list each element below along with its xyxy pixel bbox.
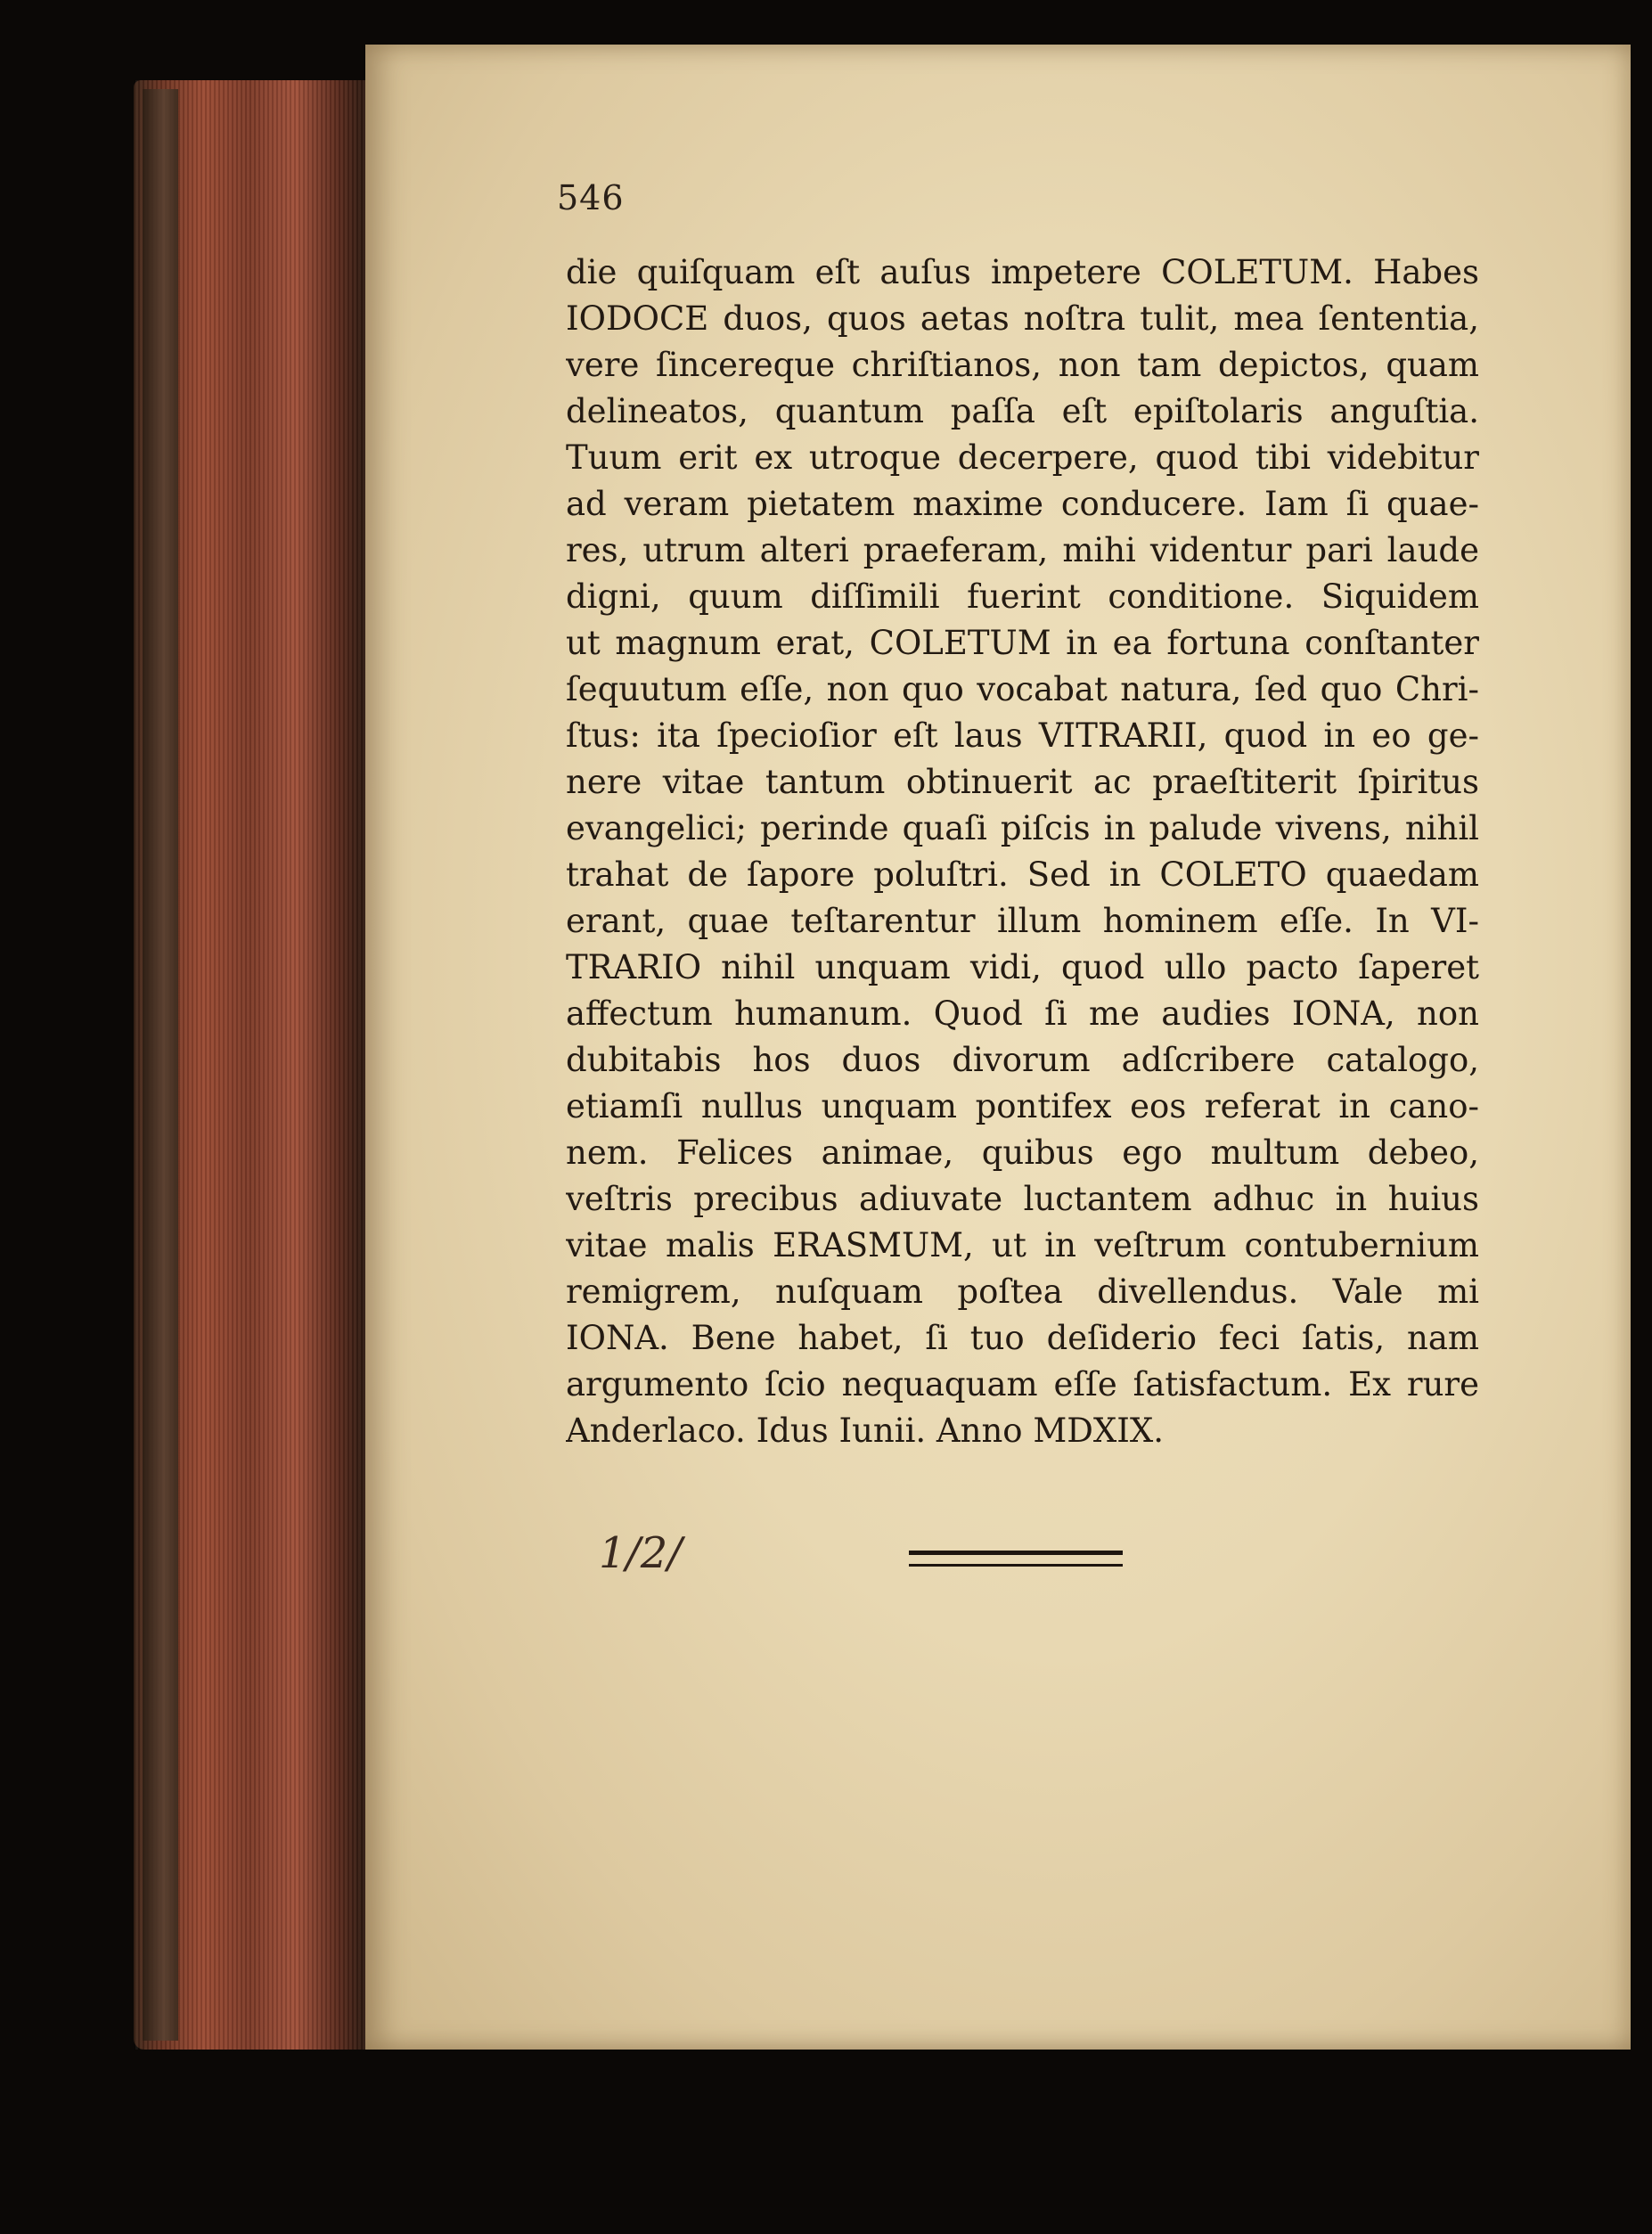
- text-line: etiamſi nullus unquam pontifex eos referat in cano-: [566, 1087, 1479, 1125]
- page-number: 546: [557, 178, 625, 217]
- text-line: affectum humanum. Quod ſi me audies IONA, non: [566, 994, 1479, 1033]
- text-line: ad veram pietatem maxime conducere. Iam ſi quae-: [566, 485, 1479, 523]
- text-line: die quiſquam eſt auſus impetere COLETUM. Habes: [566, 253, 1479, 291]
- text-line: ſequutum eſſe, non quo vocabat natura, ſed quo Chri-: [566, 670, 1479, 708]
- text-line: Tuum erit ex utroque decerpere, quod tibi videbitur: [566, 438, 1479, 477]
- text-line: res, utrum alteri praeferam, mihi videntur pari laude: [566, 531, 1479, 569]
- text-line: nere vitae tantum obtinuerit ac praeſtiterit ſpiritus: [566, 763, 1479, 801]
- text-line: nem. Felices animae, quibus ego multum debeo,: [566, 1133, 1479, 1172]
- text-line: ut magnum erat, COLETUM in ea fortuna conſtanter: [566, 624, 1479, 662]
- section-rule: [909, 1551, 1123, 1567]
- handwritten-note: 1/2/: [599, 1528, 683, 1578]
- text-line: vere ſincereque chriſtianos, non tam depictos, quam: [566, 346, 1479, 384]
- text-line: remigrem, nuſquam poſtea divellendus. Vale mi: [566, 1272, 1479, 1311]
- text-line: delineatos, quantum paſſa eſt epiſtolaris anguſtia.: [566, 392, 1479, 430]
- text-line: dubitabis hos duos divorum adſcribere catalogo,: [566, 1041, 1479, 1079]
- text-line: TRARIO nihil unquam vidi, quod ullo pacto ſaperet: [566, 948, 1479, 986]
- text-line: ſtus: ita ſpecioſior eſt laus VITRARII, quod in eo ge-: [566, 716, 1479, 755]
- text-line: Anderlaco. Idus Iunii. Anno MDXIX.: [566, 1412, 1164, 1450]
- text-line: evangelici; perinde quaſi piſcis in palude vivens, nihil: [566, 809, 1479, 847]
- text-line: argumento ſcio nequaquam eſſe ſatisfactum. Ex rure: [566, 1365, 1479, 1403]
- text-line: IONA. Bene habet, ſi tuo deſiderio feci ſatis, nam: [566, 1319, 1479, 1357]
- text-line: vitae malis ERASMUM, ut in veſtrum contubernium: [566, 1226, 1479, 1264]
- text-line: erant, quae teſtarentur illum hominem eſſe. In VI-: [566, 902, 1479, 940]
- text-line: IODOCE duos, quos aetas noſtra tulit, mea ſententia,: [566, 299, 1479, 338]
- text-line: veſtris precibus adiuvate luctantem adhuc in huius: [566, 1180, 1479, 1218]
- text-line: trahat de ſapore poluſtri. Sed in COLETO quaedam: [566, 855, 1479, 894]
- text-line: digni, quum diſſimili fuerint conditione. Siquidem: [566, 577, 1479, 616]
- body-text: [566, 250, 1479, 1454]
- book-cover-edge: [143, 89, 178, 2041]
